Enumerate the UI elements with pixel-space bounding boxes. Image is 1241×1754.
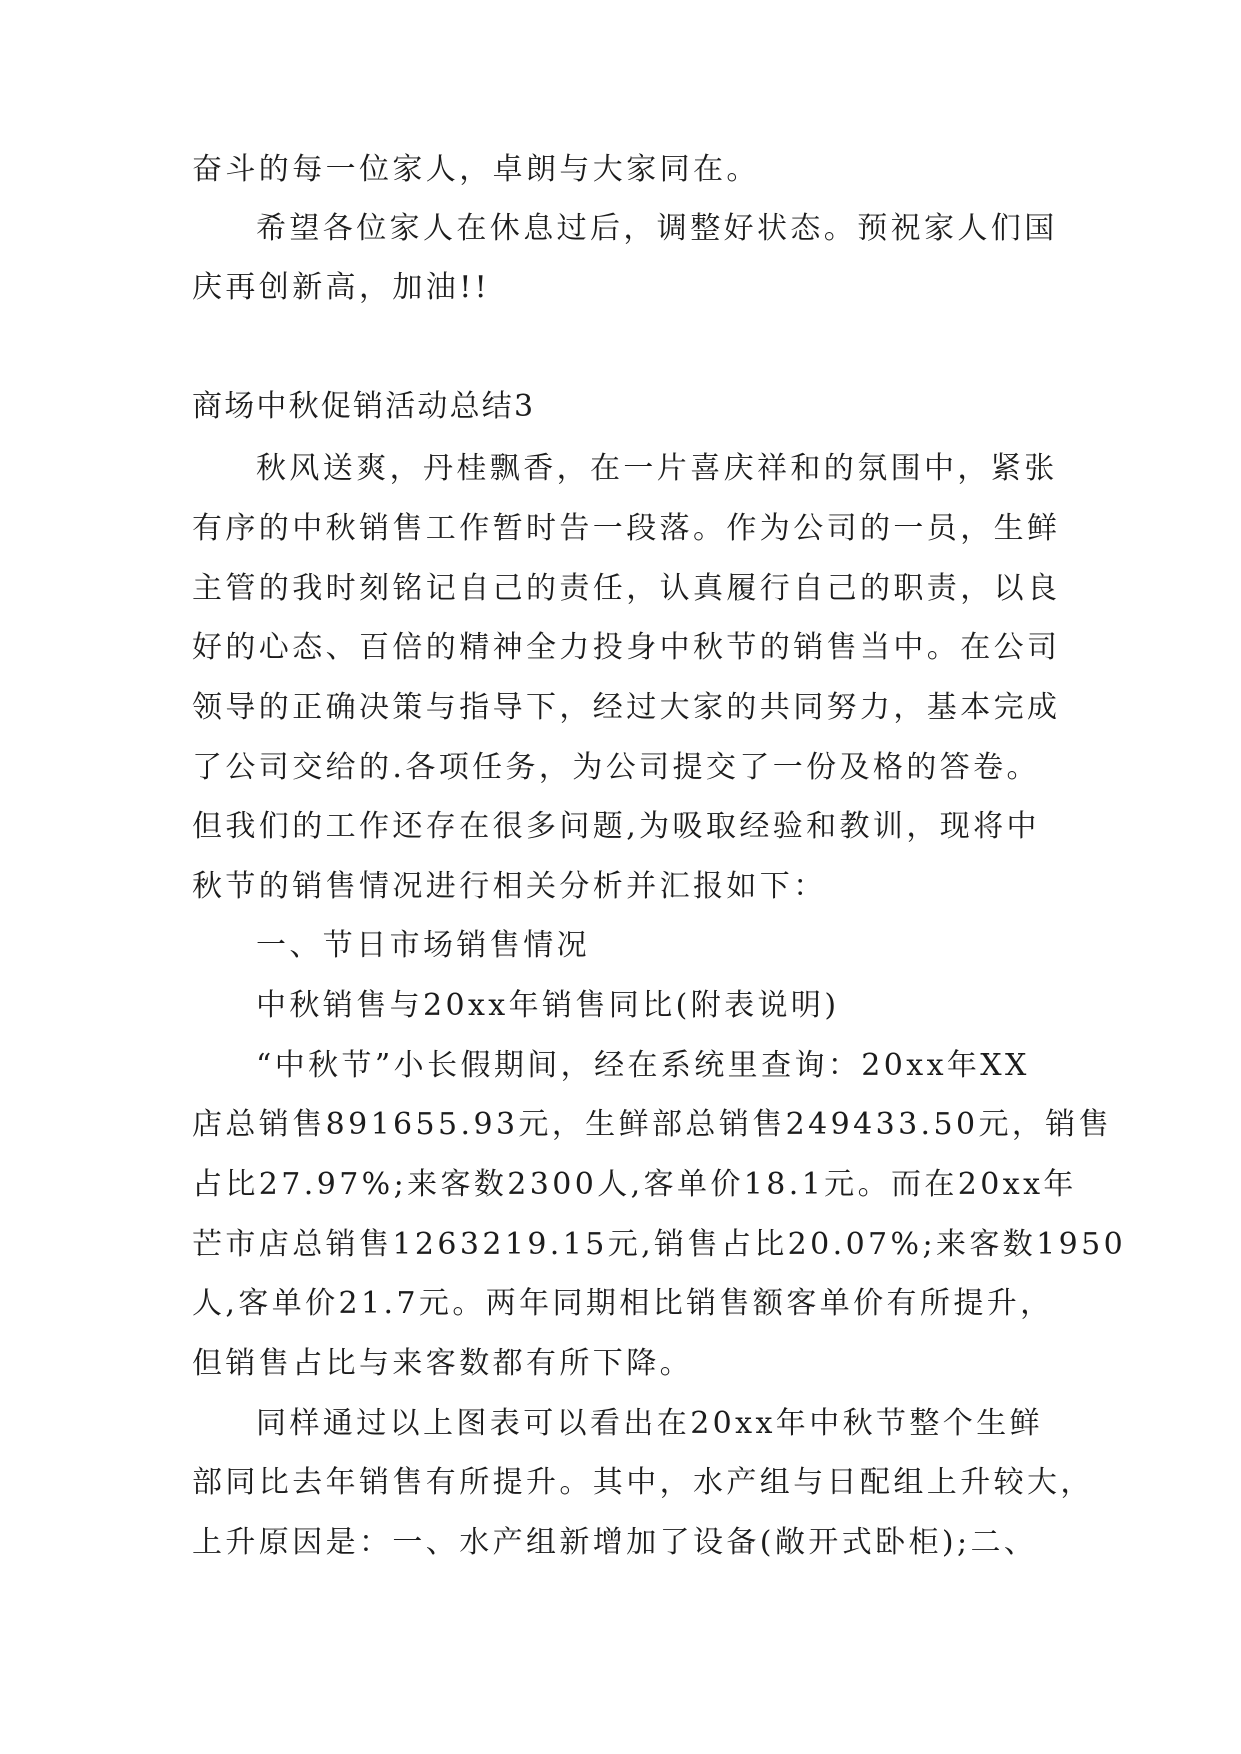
section-heading: 商场中秋促销活动总结3 (192, 389, 536, 424)
text-line: 希望各位家人在休息过后，调整好状态。预祝家人们国 (256, 211, 1058, 246)
text-line: 占比27.97%;来客数2300人,客单价18.1元。而在20xx年 (192, 1167, 1077, 1202)
text-line: 芒市店总销售1263219.15元,销售占比20.07%;来客数1950 (192, 1227, 1127, 1262)
text-line: 中秋销售与20xx年销售同比(附表说明) (256, 988, 840, 1023)
text-line: 秋节的销售情况进行相关分析并汇报如下： (192, 869, 827, 904)
text-line: 秋风送爽，丹桂飘香，在一片喜庆祥和的氛围中，紧张 (256, 451, 1058, 486)
text-line: 奋斗的每一位家人，卓朗与大家同在。 (192, 152, 760, 187)
text-line: 主管的我时刻铭记自己的责任，认真履行自己的职责，以良 (192, 571, 1061, 606)
subsection-heading: 一、节日市场销售情况 (256, 928, 590, 963)
text-line: 领导的正确决策与指导下，经过大家的共同努力，基本完成 (192, 690, 1061, 725)
text-line: 人,客单价21.7元。两年同期相比销售额客单价有所提升， (192, 1286, 1054, 1321)
text-line: 好的心态、百倍的精神全力投身中秋节的销售当中。在公司 (192, 630, 1061, 665)
text-line: 了公司交给的.各项任务，为公司提交了一份及格的答卷。 (192, 750, 1040, 785)
text-line: “中秋节”小长假期间，经在系统里查询：20xx年XX (256, 1048, 1030, 1083)
text-line: 但我们的工作还存在很多问题,为吸取经验和教训，现将中 (192, 809, 1040, 844)
text-line: 店总销售891655.93元，生鲜部总销售249433.50元，销售 (192, 1107, 1113, 1142)
text-line: 庆再创新高，加油!! (192, 270, 491, 305)
text-line: 但销售占比与来客数都有所下降。 (192, 1346, 693, 1381)
text-line: 部同比去年销售有所提升。其中，水产组与日配组上升较大， (192, 1465, 1094, 1500)
text-line: 同样通过以上图表可以看出在20xx年中秋节整个生鲜 (256, 1406, 1044, 1441)
text-line: 上升原因是：一、水产组新增加了设备(敞开式卧柜);二、 (192, 1525, 1038, 1560)
text-line: 有序的中秋销售工作暂时告一段落。作为公司的一员，生鲜 (192, 511, 1061, 546)
